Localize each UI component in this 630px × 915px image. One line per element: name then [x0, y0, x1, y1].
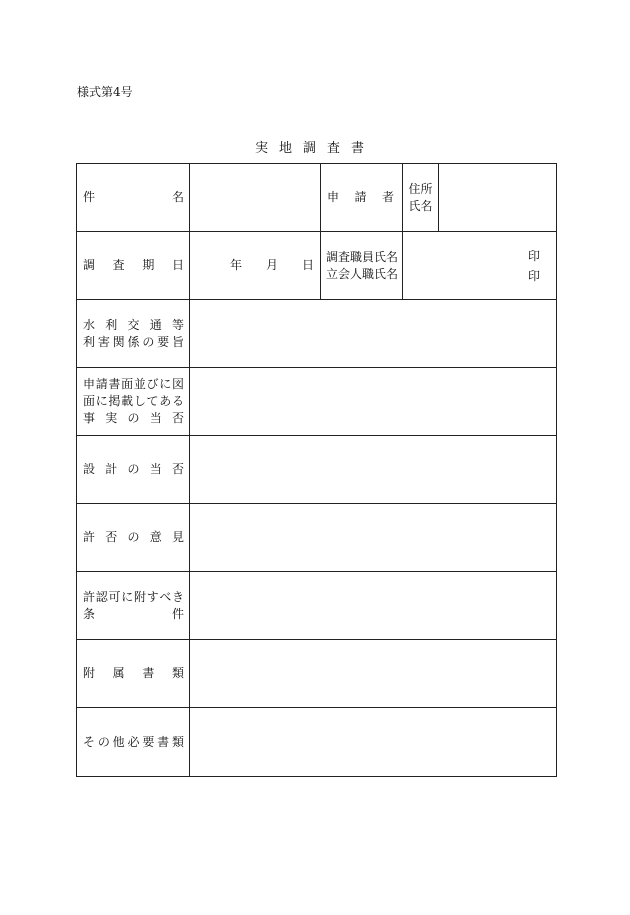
- case-name-value[interactable]: [190, 164, 321, 232]
- row-application-docs: [77, 368, 557, 436]
- applicant-label: 申請者: [321, 164, 403, 232]
- survey-date-value[interactable]: [190, 232, 321, 300]
- case-name-label: 件名: [77, 164, 190, 232]
- opinion-value[interactable]: [190, 504, 557, 572]
- attached-docs-value[interactable]: [190, 640, 557, 708]
- row-case-name: [77, 164, 557, 232]
- attached-docs-label: 附属書類: [77, 640, 190, 708]
- row-conditions: [77, 572, 557, 640]
- document-title: 実地調査書: [254, 141, 375, 156]
- officer-name-label: 調査職員氏名: [326, 249, 399, 264]
- survey-date-label: 調査期日: [77, 232, 190, 300]
- row-opinion: [77, 504, 557, 572]
- other-docs-value[interactable]: [190, 708, 557, 777]
- row-survey-date: [77, 232, 557, 300]
- row-attached-docs: [77, 640, 557, 708]
- seal-mark-officer: 印: [527, 248, 540, 263]
- applicant-address-name-label: [403, 164, 439, 232]
- row-water-interest: [77, 300, 557, 368]
- form-number: 様式第4号: [77, 85, 133, 99]
- survey-form-table: [76, 163, 557, 777]
- name-label: 氏名: [408, 198, 433, 213]
- application-docs-label: 申請書面並びに図面に掲載してある事実の当否: [77, 368, 190, 436]
- application-docs-value[interactable]: [190, 368, 557, 436]
- seal-mark-witness: 印: [527, 268, 540, 283]
- row-other-docs: [77, 708, 557, 777]
- water-interest-label: 水利交通等 利害関係の要旨: [77, 300, 190, 368]
- conditions-label: 許認可に附すべき 条件: [77, 572, 190, 640]
- design-label: 設計の当否: [77, 436, 190, 504]
- water-interest-value[interactable]: [190, 300, 557, 368]
- opinion-label: 許否の意見: [77, 504, 190, 572]
- address-label: 住所: [408, 181, 433, 196]
- day-label: 日: [301, 258, 314, 272]
- row-design: [77, 436, 557, 504]
- month-label: 月: [265, 258, 289, 272]
- witness-name-label: 立会人職氏名: [326, 266, 399, 281]
- conditions-value[interactable]: [190, 572, 557, 640]
- other-docs-label: その他必要書類: [77, 708, 190, 777]
- year-label: 年: [230, 258, 253, 272]
- design-value[interactable]: [190, 436, 557, 504]
- officer-witness-labels: [321, 232, 403, 300]
- officer-witness-value[interactable]: [403, 232, 557, 300]
- applicant-value[interactable]: [439, 164, 557, 232]
